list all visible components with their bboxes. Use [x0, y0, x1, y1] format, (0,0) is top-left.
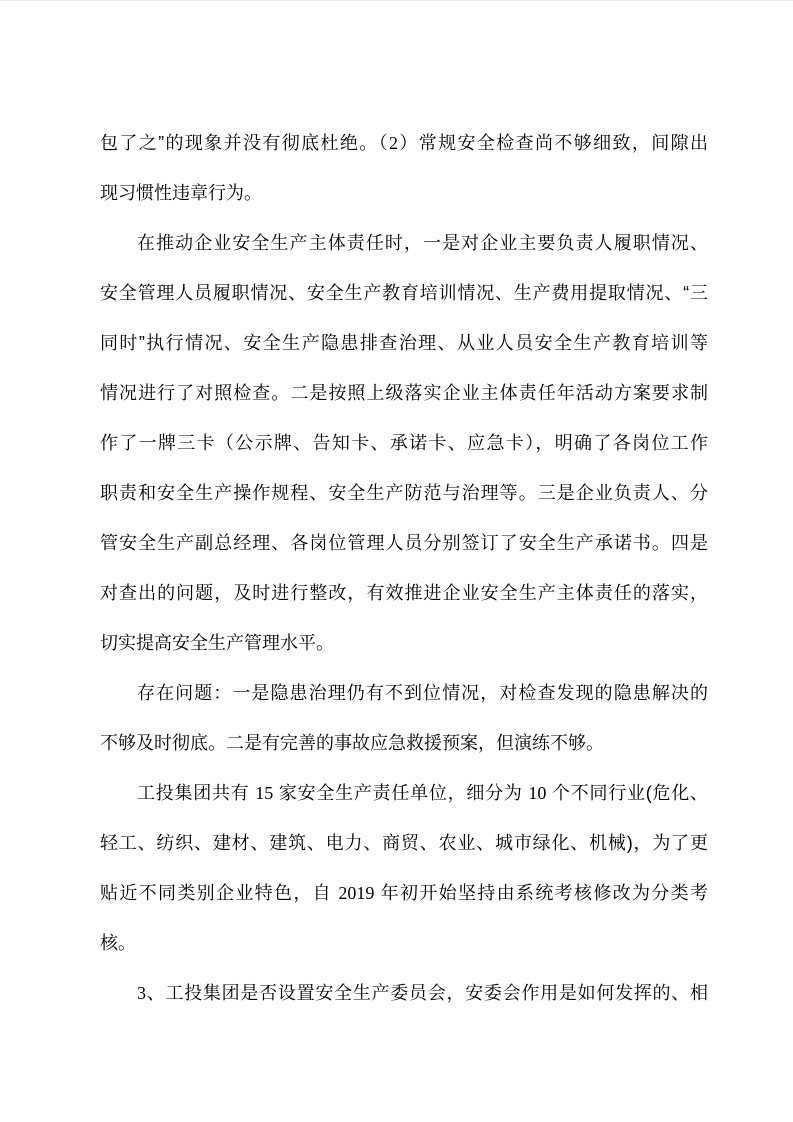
doc-line: 职责和安全生产操作规程、安全生产防范与治理等。三是企业负责人、分	[100, 483, 708, 503]
doc-line: 3、工投集团是否设置安全生产委员会，安委会作用是如何发挥的、相	[137, 983, 708, 1003]
doc-line: 安全管理人员履职情况、安全生产教育培训情况、生产费用提取情况、“三	[100, 283, 708, 303]
doc-line: 存在问题：一是隐患治理仍有不到位情况，对检查发现的隐患解决的	[137, 683, 708, 703]
doc-line: 在推动企业安全生产主体责任时，一是对企业主要负责人履职情况、	[137, 233, 708, 253]
doc-line: 轻工、纺织、建材、建筑、电力、商贸、农业、城市绿化、机械)，为了更	[100, 833, 708, 853]
doc-line: 现习惯性违章行为。	[100, 183, 262, 203]
doc-line: 切实提高安全生产管理水平。	[100, 633, 334, 653]
doc-line: 同时”执行情况、安全生产隐患排查治理、从业人员安全生产教育培训等	[100, 333, 708, 353]
doc-line: 不够及时彻底。二是有完善的事故应急救援预案，但演练不够。	[100, 733, 604, 753]
doc-line: 作了一牌三卡（公示牌、告知卡、承诺卡、应急卡），明确了各岗位工作	[100, 433, 708, 453]
doc-line: 情况进行了对照检查。二是按照上级落实企业主体责任年活动方案要求制	[100, 383, 708, 403]
document-body	[0, 1, 793, 1018]
doc-line: 对查出的问题，及时进行整改，有效推进企业安全生产主体责任的落实，	[100, 583, 708, 603]
doc-line: 贴近不同类别企业特色，自 2019 年初开始坚持由系统考核修改为分类考	[100, 883, 708, 903]
doc-line: 工投集团共有 15 家安全生产责任单位，细分为 10 个不同行业(危化、	[137, 783, 708, 803]
doc-line: 管安全生产副总经理、各岗位管理人员分别签订了安全生产承诺书。四是	[100, 533, 708, 553]
doc-line: 包了之”的现象并没有彻底杜绝。（2）常规安全检查尚不够细致，间隙出	[100, 133, 708, 153]
doc-line: 核。	[100, 933, 136, 953]
